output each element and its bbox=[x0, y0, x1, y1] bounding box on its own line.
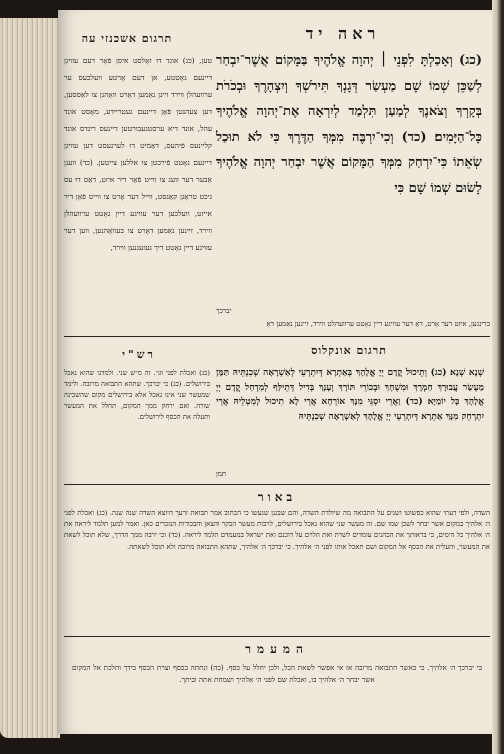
divider-line bbox=[64, 636, 490, 637]
page-gutter bbox=[492, 0, 504, 754]
biur-commentary: השדה, ולפי דעתי שהוא כפשוטו ושנים על התבואה מה שיולדת השדה, והם שבגנן שנעשו כי הכתוב אמר תבואת זרעך היוצא השדה שנה שנה. (כג) ואכלת לפני ה׳ אלהיך במקום אשר יבחר לשכן שמו שם. זה מעשר שני שהוא נאכל בירושלים, לרבות מעשר הבקר והצאן והבכורות הנזכרים כאן. ואמר למען תלמד ליראה את ה׳ אלהיך כל הימים, כי בראותך את הכהנים עומדים לשרת ואת הלוים על דוכנם ואת ישראל במעמדם תלמד ליראה. (כד) וכי ירבה ממך הדרך, שלא תוכל לשאת את המעשר, והעלית את הכסף אל המקום ושם תאכל אותו לפני ה׳ אלהיך. כי יברכך ה׳ אלהיך, שתהא התבואה מרובה ולא תוכל לשאתה. bbox=[64, 509, 490, 551]
parsha-title: ראה יד bbox=[305, 24, 381, 43]
biur-heading: באור bbox=[257, 490, 297, 504]
yiddish-catchword: דאָ bbox=[266, 320, 275, 328]
onkelos-heading: תרגום אונקלוס bbox=[311, 344, 387, 357]
book-page bbox=[58, 10, 492, 734]
onkelos-catchword: תמן bbox=[216, 470, 227, 478]
torah-text: (כג) וְאָכַלְתָּ לִפְנֵי ׀ יְהוָה אֱלֹהֶיךָ בַּמָּקוֹם אֲשֶׁר־יִבְחַר לְשַׁכֵּן שְׁמוֹ שָׁם מַעְשַׂר דְּגָנְךָ תִּירֹשְׁךָ וְיִצְהָרֶךָ וּבְכֹרֹת בְּקָרְךָ וְצֹאנֶךָ לְמַעַן תִּלְמַד לְיִרְאָה אֶת־יְהוָה אֱלֹהֶיךָ כָּל־הַיָּמִים׃ (כד) וְכִי־יִרְבֶּה מִמְּךָ הַדֶּרֶךְ כִּי לֹא תוּכַל שְׂאֵתוֹ כִּי־יִרְחַק מִמְּךָ הַמָּקוֹם אֲשֶׁר יִבְחַר יְהוָה אֱלֹהֶיךָ לָשׂוּם שְׁמוֹ שָׁם כִּי bbox=[216, 53, 482, 196]
divider-line bbox=[64, 336, 490, 337]
yiddish-continuation-text: ברינגען, איזט דער אָרט, דאַ דער עוויגע דיין גאָטט ערוועהלט ווירד, זיינען נאַמען bbox=[276, 320, 490, 328]
torah-catchword: יברכך bbox=[216, 307, 232, 315]
rashi-heading: רש"י bbox=[122, 348, 156, 361]
yiddish-column-title: תרגום אשכנזי עה bbox=[81, 32, 173, 45]
page-edges bbox=[0, 18, 60, 738]
onkelos-translation: שְׁנָא שְׁנָא׃ (כג) וְתֵיכוּל קֳדָם יְיָ אֱלָהָךְ בְּאַתְרָא דְּיִתְרְעֵי לְאַשְׁרָאָה שְׁכִנְתֵּיהּ תַּמָּן מַעְשַׂר עֲבוּרָךְ חַמְרָךְ וּמִשְׁחָךְ וּבְכוֹרֵי תּוֹרָךְ וְעָנָךְ בְּדִיל דְּתֵילַּף לְמִדְחַל קֳדָם יְיָ אֱלָהָךְ כָּל יוֹמַיָּא׃ (כד) וַאֲרֵי יִסְגֵּי מִנָּךְ אוֹרְחָא אֲרֵי לָא תִיכוּל לְמִטְלֵיהּ אֲרֵי יִתְרְחֵק מִנָּךְ אַתְרָא דְּיִתְרְעֵי יְיָ אֱלָהָךְ לְאַשְׁרָאָה שְׁכִנְתֵּיהּ bbox=[216, 368, 484, 422]
rashi-commentary: (כג) ואכלת לפני וגו׳. זה מ״ש שני. ולמדנו שהוא נאכל בירושלים. (כג) כי יברכך. שתהא התבואה מרובה. ולימד שמעשר שני אינו נאכל אלא בירושלים מקום שהשכינה שורה. ואם ירחק ממך המקום, תחלל את המעשר ותעלה את הכסף לירושלים. bbox=[64, 369, 210, 421]
yiddish-continuation bbox=[64, 320, 490, 329]
maamar-text: בי יברכך ה׳ אלהיך. כי כאשר התבואה מרובה אז אי אפשר לשאת הכל, ולכן יחלל על כסף. (כה) ונתתה בכסף וצרת הכסף בידך והלכת אל המקום אשר יבחר ה׳ אלהיך בו, ואכלת שם לפני ה׳ אלהיך ושמחת אתה וביתך. bbox=[72, 663, 482, 684]
divider-line bbox=[64, 484, 490, 485]
yiddish-translation-column: טען, (כג) אונד דוּ זאָלסט איסן פֿאָר דעם עוויגן דיינעם גאָטטע, אן דעם אָרטע וועלכעס ער ערוועהלן ווירד זיינן נאַמען דאָרט וואָהנן צו לאַססען, דען צעהנטן פֿאָן דיינעם געטריידע, מאָסט אונד עהל, אונד דיא ערסטגעבורטען דיינעס רינדס אונד קליינעס פֿיהעס, דאַמיט דוּ לערנעסט דען עוויגן דיינעם גאָטט פֿירכטן צו אללען צייטען. (כד) ווענן אַבער דער וועג צו ווייט פֿאַר דיר איזט, דאַס דוּ עס ניכט טראָגן קאַנסט, ווייל דער אָרט צו ווייט פֿאָן דיר אייזט, וועלכען דער עוויגע דיין גאָטט ערוועהלן ווירד, זיינען נאַמען דאָרט צו בעוואָהנען, ווען דער עוויגע דיין גאָטט דיך געזעגנען ווירד, bbox=[64, 56, 212, 252]
maamar-heading: המעמר bbox=[245, 642, 309, 656]
